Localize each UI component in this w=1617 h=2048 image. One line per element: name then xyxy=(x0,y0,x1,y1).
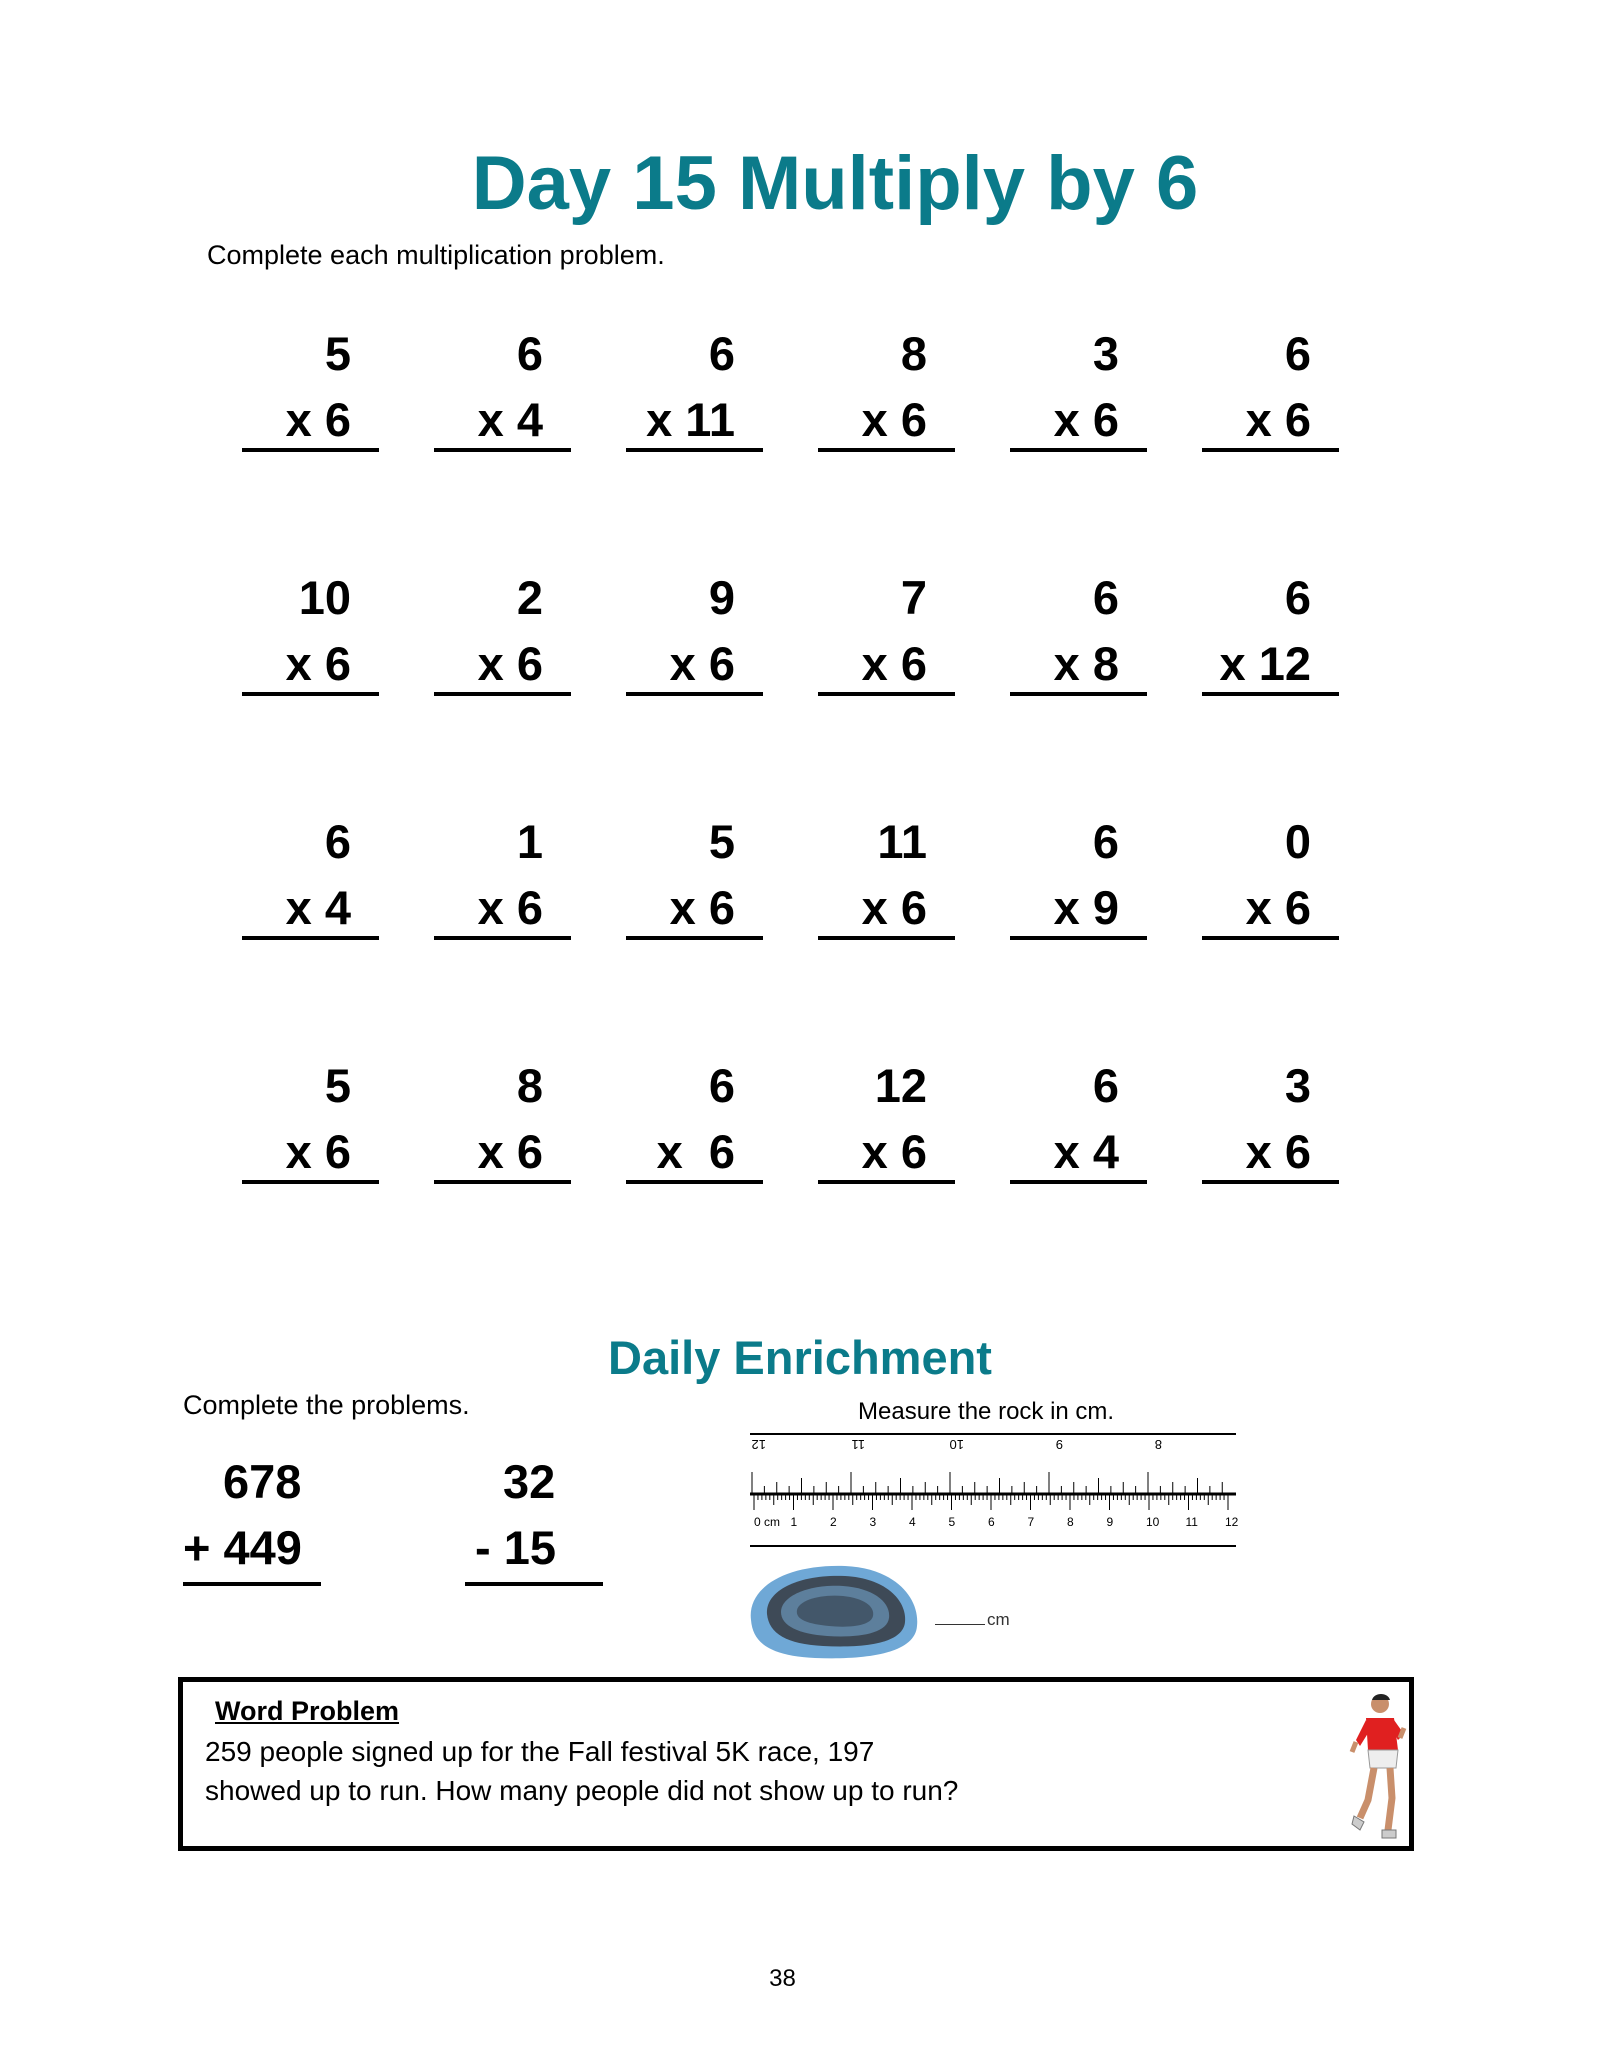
problem-bottom-number: x 4 xyxy=(1053,1125,1119,1178)
multiplication-problem xyxy=(242,1059,379,1178)
multiplication-problem xyxy=(818,1059,955,1178)
instruction: Complete each multiplication problem. xyxy=(207,240,665,270)
page-number: 38 xyxy=(769,1965,796,1992)
ruler-cm-label: 4 xyxy=(909,1515,916,1529)
problem-top-number: 6 xyxy=(708,1059,735,1112)
problem-bottom-number: x 6 xyxy=(669,881,735,934)
rock-image xyxy=(745,1558,925,1663)
multiplication-problem xyxy=(1010,327,1147,446)
answer-line xyxy=(818,1180,955,1184)
problem-top-number: 5 xyxy=(324,1059,351,1112)
word-problem-box xyxy=(178,1677,1414,1851)
multiplication-problem xyxy=(818,327,955,446)
multiplication-problem xyxy=(242,815,379,934)
subtraction-bottom: - 15 xyxy=(475,1521,556,1574)
problem-top-number: 6 xyxy=(1284,327,1311,380)
multiplication-problem xyxy=(434,327,571,446)
multiplication-problem xyxy=(626,571,763,690)
problem-top-number: 6 xyxy=(1092,815,1119,868)
multiplication-problem xyxy=(1010,815,1147,934)
ruler-cm-label: 8 xyxy=(1067,1515,1074,1529)
problem-top-number: 3 xyxy=(1092,327,1119,380)
answer-line xyxy=(626,936,763,940)
ruler-cm-label: 10 xyxy=(1146,1515,1160,1529)
problem-bottom-number: x 6 xyxy=(861,1125,927,1178)
ruler-cm-label: 2 xyxy=(830,1515,837,1529)
answer-line xyxy=(1202,448,1339,452)
problem-bottom-number: x 6 xyxy=(477,1125,543,1178)
enrichment-title: Daily Enrichment xyxy=(608,1331,992,1384)
problem-bottom-number: x 6 xyxy=(1053,393,1119,446)
answer-line xyxy=(1010,448,1147,452)
answer-line xyxy=(818,448,955,452)
problem-top-number: 8 xyxy=(900,327,927,380)
subtraction-top: 32 xyxy=(503,1455,556,1508)
problem-bottom-number: x 6 xyxy=(1245,881,1311,934)
multiplication-problem xyxy=(434,571,571,690)
answer-line xyxy=(242,936,379,940)
problem-top-number: 6 xyxy=(1092,1059,1119,1112)
page-title: Day 15 Multiply by 6 xyxy=(471,141,1199,226)
problem-bottom-number: x 6 xyxy=(477,637,543,690)
problem-top-number: 6 xyxy=(708,327,735,380)
multiplication-problem xyxy=(1202,815,1339,934)
problem-top-number: 1 xyxy=(516,815,543,868)
problem-bottom-number: x 6 xyxy=(861,637,927,690)
answer-line xyxy=(242,1180,379,1184)
multiplication-problem xyxy=(1202,1059,1339,1178)
answer-line xyxy=(1010,692,1147,696)
measurement-blank xyxy=(935,1610,1010,1630)
multiplication-problem xyxy=(626,1059,763,1178)
multiplication-problem xyxy=(626,327,763,446)
answer-line xyxy=(1010,936,1147,940)
ruler-cm-label: 7 xyxy=(1027,1515,1035,1529)
problem-top-number: 5 xyxy=(708,815,735,868)
answer-line xyxy=(626,448,763,452)
answer-line xyxy=(465,1582,603,1586)
answer-line xyxy=(242,448,379,452)
problem-bottom-number: x 6 xyxy=(1245,393,1311,446)
multiplication-problem xyxy=(434,815,571,934)
ruler-inch-label: 10 xyxy=(949,1437,964,1452)
problem-bottom-number: x 4 xyxy=(285,881,351,934)
multiplication-problem xyxy=(626,815,763,934)
problem-top-number: 6 xyxy=(324,815,351,868)
addition-problem xyxy=(183,1455,321,1578)
problem-top-number: 2 xyxy=(516,571,543,624)
problem-top-number: 3 xyxy=(1284,1059,1311,1112)
problem-bottom-number: x 4 xyxy=(477,393,543,446)
problem-bottom-number: x 6 xyxy=(861,393,927,446)
answer-line xyxy=(1202,936,1339,940)
answer-line xyxy=(242,692,379,696)
ruler-cm-label: 1 xyxy=(790,1515,798,1529)
multiplication-problem xyxy=(242,327,379,446)
addition-bottom: + 449 xyxy=(183,1521,302,1574)
problem-top-number: 8 xyxy=(516,1059,543,1112)
answer-line xyxy=(626,692,763,696)
multiplication-problem xyxy=(818,571,955,690)
multiplication-problem xyxy=(1202,571,1339,690)
problem-bottom-number: x 6 xyxy=(285,1125,351,1178)
multiplication-problem xyxy=(434,1059,571,1178)
ruler-inch-label: 11 xyxy=(851,1437,865,1452)
word-problem-text: 259 people signed up for the Fall festival 5K race, 197 showed up to run. How many people did not show up to run? xyxy=(205,1736,959,1806)
answer-line xyxy=(183,1582,321,1586)
answer-line xyxy=(434,692,571,696)
multiplication-problem xyxy=(1010,1059,1147,1178)
problem-top-number: 11 xyxy=(877,815,927,868)
answer-line xyxy=(1202,692,1339,696)
problem-bottom-number: x 6 xyxy=(669,637,735,690)
problem-bottom-number: x 6 xyxy=(285,637,351,690)
problem-top-number: 9 xyxy=(708,571,735,624)
problem-top-number: 6 xyxy=(516,327,543,380)
problem-top-number: 6 xyxy=(1284,571,1311,624)
multiplication-problem xyxy=(1010,571,1147,690)
problem-top-number: 6 xyxy=(1092,571,1119,624)
ruler-cm-label: 12 xyxy=(1225,1515,1238,1529)
runner-image xyxy=(1338,1690,1418,1850)
problem-bottom-number: x 11 xyxy=(646,393,735,446)
enrichment-instruction: Complete the problems. xyxy=(183,1390,470,1420)
problem-top-number: 10 xyxy=(298,571,351,624)
ruler-inch-label: 9 xyxy=(1055,1437,1063,1452)
subtraction-problem xyxy=(465,1455,603,1578)
answer-line xyxy=(818,936,955,940)
ruler-inch-label: 8 xyxy=(1154,1437,1162,1452)
problem-bottom-number: x 6 xyxy=(656,1125,735,1178)
cm-unit: cm xyxy=(987,1610,1010,1629)
ruler-image xyxy=(748,1430,1238,1550)
ruler-cm-label: 9 xyxy=(1106,1515,1114,1529)
problem-bottom-number: x 6 xyxy=(1245,1125,1311,1178)
ruler-cm-label: 11 xyxy=(1185,1515,1198,1529)
problem-bottom-number: x 6 xyxy=(477,881,543,934)
problem-top-number: 5 xyxy=(324,327,351,380)
answer-line xyxy=(818,692,955,696)
ruler-cm-label: 6 xyxy=(988,1515,995,1529)
multiplication-problem xyxy=(1202,327,1339,446)
problem-top-number: 12 xyxy=(874,1059,927,1112)
ruler-cm-label: 5 xyxy=(948,1515,956,1529)
problem-bottom-number: x 12 xyxy=(1219,637,1311,690)
problem-bottom-number: x 6 xyxy=(285,393,351,446)
measure-title: Measure the rock in cm. xyxy=(858,1398,1115,1425)
problem-bottom-number: x 9 xyxy=(1053,881,1119,934)
answer-line xyxy=(434,448,571,452)
problem-bottom-number: x 8 xyxy=(1053,637,1119,690)
answer-line xyxy=(434,936,571,940)
multiplication-problem xyxy=(242,571,379,690)
ruler-inch-label: 12 xyxy=(751,1437,766,1452)
problem-top-number: 0 xyxy=(1284,815,1311,868)
word-problem-heading: Word Problem xyxy=(215,1696,400,1726)
answer-line xyxy=(1010,1180,1147,1184)
answer-line xyxy=(434,1180,571,1184)
problem-bottom-number: x 6 xyxy=(861,881,927,934)
addition-top: 678 xyxy=(223,1455,302,1508)
ruler-cm-label: 0 cm xyxy=(754,1515,781,1529)
answer-line xyxy=(626,1180,763,1184)
multiplication-problem xyxy=(818,815,955,934)
ruler-cm-label: 3 xyxy=(869,1515,877,1529)
answer-line xyxy=(1202,1180,1339,1184)
problem-top-number: 7 xyxy=(900,571,927,624)
